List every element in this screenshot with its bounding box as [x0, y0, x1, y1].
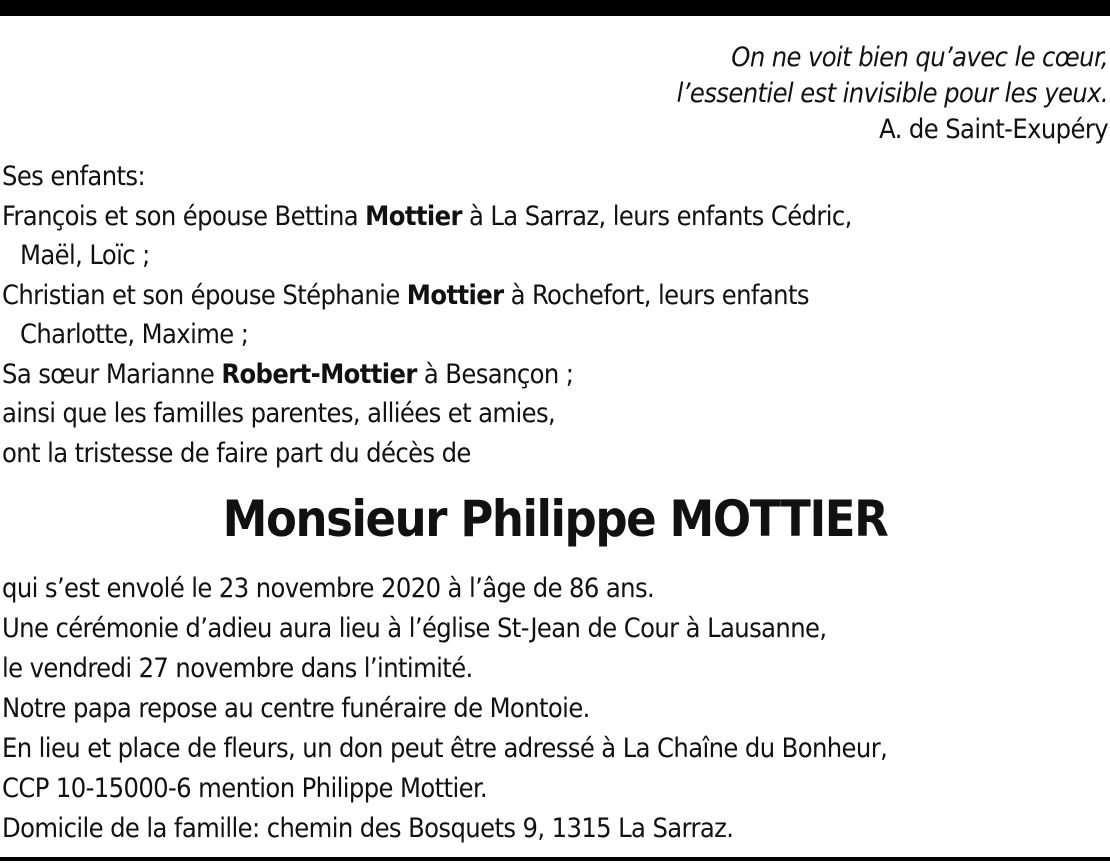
details-line-death-date: qui s’est envolé le 23 novembre 2020 à l’âge de 86 ans. — [2, 573, 655, 604]
quote-line-2: l’essentiel est invisible pour les yeux. — [676, 78, 1108, 109]
family-member-francois — [2, 197, 1102, 237]
family-surname: Robert-Mottier — [221, 358, 417, 390]
family-member-sister — [2, 355, 1102, 395]
family-member-christian-continued: Charlotte, Maxime ; — [20, 319, 249, 350]
family-member-text: François et son épouse Bettina — [2, 200, 366, 232]
details-line-address: Domicile de la famille: chemin des Bosquets 9, 1315 La Sarraz. — [2, 813, 734, 844]
details-line-ceremony-date: le vendredi 27 novembre dans l’intimité. — [2, 653, 473, 684]
deceased-name-heading: Monsieur Philippe MOTTIER — [222, 490, 888, 548]
family-member-text: Christian et son épouse Stéphanie — [2, 279, 407, 311]
family-member-text: à Rochefort, leurs enfants — [503, 279, 809, 311]
details-line-donation: En lieu et place de fleurs, un don peut être adressé à La Chaîne du Bonheur, — [2, 733, 888, 764]
family-announcement — [2, 157, 1102, 473]
family-member-christian — [2, 276, 1102, 316]
family-member-text: à La Sarraz, leurs enfants Cédric, — [461, 200, 852, 232]
details-line-ccp: CCP 10-15000-6 mention Philippe Mottier. — [2, 773, 487, 804]
details-line-funeral-home: Notre papa repose au centre funéraire de Montoie. — [2, 693, 590, 724]
family-relatives: ainsi que les familles parentes, alliées et amies, — [2, 398, 556, 429]
family-surname: Mottier — [406, 279, 504, 311]
quote-line-1: On ne voit bien qu’avec le cœur, — [731, 42, 1108, 73]
details-line-ceremony: Une cérémonie d’adieu aura lieu à l’église St-Jean de Cour à Lausanne, — [2, 613, 827, 644]
quote-author: A. de Saint-Exupéry — [879, 114, 1108, 145]
bottom-border-rule — [0, 857, 1110, 861]
family-member-francois-continued: Maël, Loïc ; — [20, 240, 150, 271]
epigraph-quote — [677, 40, 1108, 148]
family-announce-line: ont la tristesse de faire part du décès de — [2, 437, 471, 469]
family-heading: Ses enfants: — [2, 161, 146, 192]
family-surname: Mottier — [365, 200, 462, 232]
family-member-text: à Besançon ; — [416, 358, 574, 390]
family-member-text: Sa sœur Marianne — [2, 358, 222, 390]
top-border-rule — [0, 0, 1110, 16]
death-details — [2, 569, 1102, 849]
